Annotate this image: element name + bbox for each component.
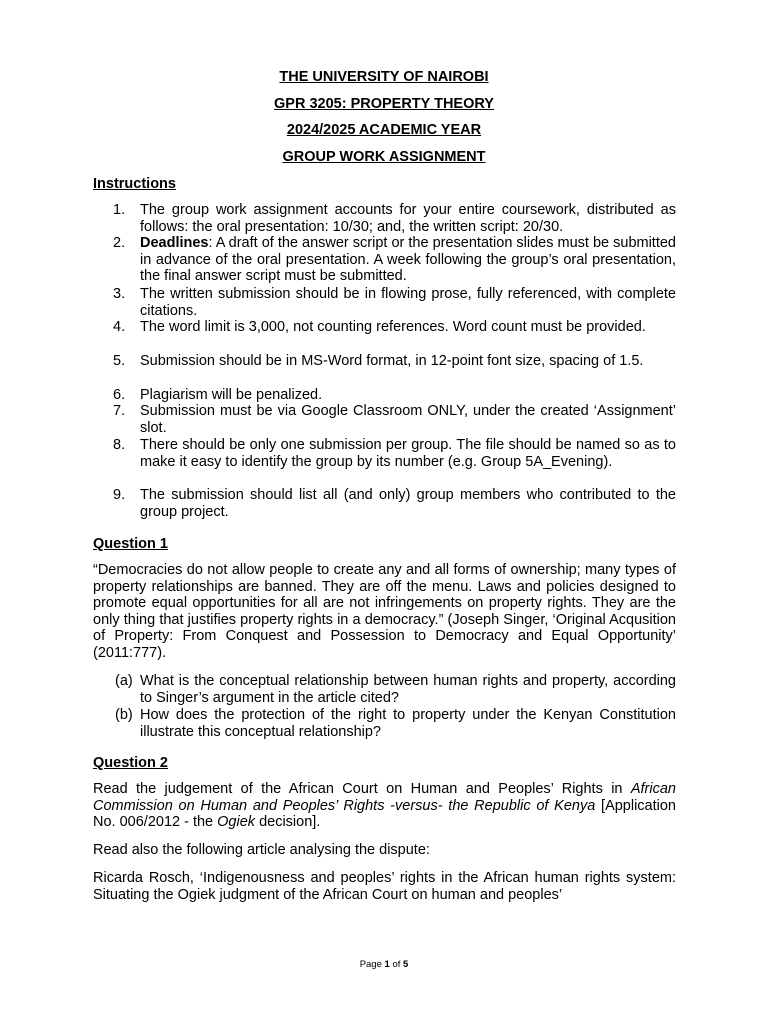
question2-citation: Ricarda Rosch, ‘Indigenousness and peoples’ rights in the African human rights system: Situating the Ogiek judgment of the African Court on human and peoples’: [93, 870, 676, 903]
page-footer: Page 1 of 5: [359, 959, 409, 970]
instruction-text: The written submission should be in flowing prose, fully referenced, with complete citations.: [140, 286, 676, 319]
question2-paragraph: Read the judgement of the African Court on Human and Peoples’ Rights in African Commission on Human and Peoples’ Rights -versus- the Republic of Kenya [Application No. 006/2012 - the Ogiek decision].: [93, 781, 676, 831]
deadlines-label: Deadlines: [140, 235, 209, 251]
instruction-number: 3.: [113, 286, 126, 302]
instruction-text: The group work assignment accounts for your entire coursework, distributed as follows: the oral presentation: 10/30; and, the written script: 20/30.: [140, 202, 676, 235]
instruction-text: Plagiarism will be penalized.: [140, 387, 323, 403]
instructions-heading: Instructions: [93, 176, 176, 192]
page-number: 1: [384, 959, 390, 970]
instruction-text: The submission should list all (and only) group members who contributed to the group project.: [140, 487, 676, 520]
case-name: African Commission on Human and Peoples’ Rights -versus- the Republic of Kenya: [93, 781, 676, 814]
instruction-text: Submission must be via Google Classroom ONLY, under the created ‘Assignment’ slot.: [140, 403, 676, 436]
instruction-text: There should be only one submission per group. The file should be named so as to make it easy to identify the group by its number (e.g. Group 5A_Evening).: [140, 437, 676, 470]
question1-heading: Question 1: [93, 536, 168, 552]
instruction-number: 8.: [113, 437, 126, 453]
instruction-text: The word limit is 3,000, not counting references. Word count must be provided.: [140, 319, 646, 335]
instruction-number: 2.: [113, 235, 126, 251]
question1-item-label: (a): [115, 673, 133, 689]
instruction-number: 4.: [113, 319, 126, 335]
question1-item-text: How does the protection of the right to property under the Kenyan Constitution illustrate this conceptual relationship?: [140, 707, 676, 740]
instruction-text: Deadlines: A draft of the answer script or the presentation slides must be submitted in advance of the oral presentation. A week following the group’s oral presentation, the final answer script must be submitted.: [140, 235, 676, 285]
question2-paragraph-2: Read also the following article analysing the dispute:: [93, 842, 430, 858]
instruction-number: 5.: [113, 353, 126, 369]
assignment-title: GROUP WORK ASSIGNMENT: [282, 149, 486, 165]
page-total: 5: [403, 959, 409, 970]
question1-item-text: What is the conceptual relationship between human rights and property, according to Singer’s argument in the article cited?: [140, 673, 676, 706]
instruction-number: 9.: [113, 487, 126, 503]
instruction-number: 6.: [113, 387, 126, 403]
instruction-number: 1.: [113, 202, 126, 218]
question1-item-label: (b): [115, 707, 133, 723]
instruction-number: 7.: [113, 403, 126, 419]
question2-heading: Question 2: [93, 755, 168, 771]
question1-quote: “Democracies do not allow people to create any and all forms of ownership; many types of property relationships are banned. They are off the menu. Laws and policies designed to promote equal opportunities for all are not infringements on property rights. They are the only thing that justifies property rights in a democracy.” (Joseph Singer, ‘Original Acqusition of Property: From Conquest and Possession to Democracy and Equal Opportunity’ (2011:777).: [93, 562, 676, 661]
university-title: THE UNIVERSITY OF NAIROBI: [279, 69, 489, 85]
ogiek-name: Ogiek: [217, 814, 256, 831]
academic-year: 2024/2025 ACADEMIC YEAR: [286, 122, 482, 138]
instruction-text: Submission should be in MS-Word format, in 12-point font size, spacing of 1.5.: [140, 353, 644, 369]
course-title: GPR 3205: PROPERTY THEORY: [274, 96, 494, 112]
